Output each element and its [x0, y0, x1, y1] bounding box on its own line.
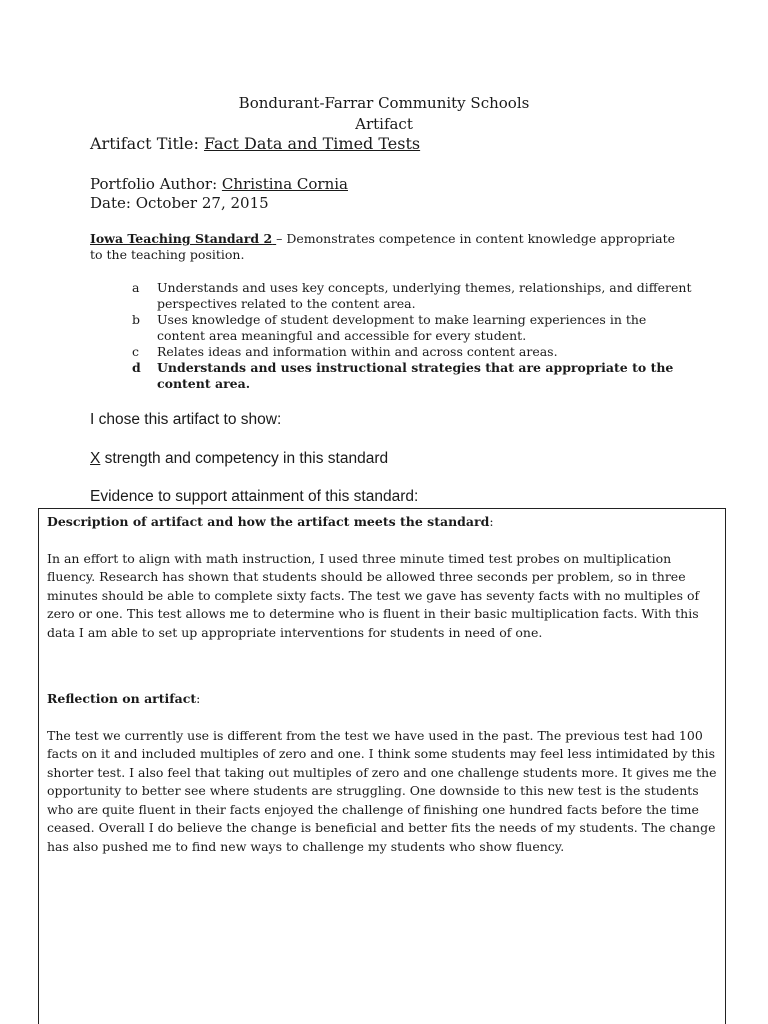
- standard-name: Iowa Teaching Standard 2: [90, 231, 273, 246]
- criteria-item-d: [132, 360, 692, 392]
- criteria-letter: c: [132, 344, 140, 359]
- criteria-item-b: [132, 312, 692, 344]
- criteria-letter: b: [132, 312, 141, 327]
- evidence-heading: Evidence to support attainment of this standard:: [90, 488, 419, 505]
- strength-text: strength and competency in this standard: [100, 450, 389, 467]
- artifact-title-value: Fact Data and Timed Tests: [203, 134, 421, 153]
- criteria-text: Understands and uses key concepts, underlying themes, relationships, and different perspectives related to the content area.: [157, 280, 692, 311]
- standard-description: – Demonstrates competence in content knowledge appropriate to the teaching position.: [90, 231, 675, 262]
- evidence-box: [38, 508, 726, 1024]
- criteria-item-a: [132, 280, 692, 312]
- criteria-letter: a: [132, 280, 140, 295]
- criteria-item-c: [132, 344, 692, 360]
- criteria-list: [132, 280, 692, 392]
- author-name: Christina Cornia: [221, 175, 348, 193]
- organization-name: Bondurant-Farrar Community Schools: [238, 94, 530, 112]
- strength-option: [90, 449, 388, 469]
- selection-mark: X: [90, 450, 101, 467]
- artifact-title: Artifact Title: Fact Data and Timed Tests: [90, 134, 421, 153]
- reflection-heading-line: Reflection on artifact:: [47, 691, 201, 706]
- document-type: Artifact: [355, 115, 413, 133]
- description-heading: Description of artifact and how the artifact meets the standard: [47, 514, 490, 529]
- author-label: Portfolio Author:: [90, 175, 222, 193]
- criteria-text: Understands and uses instructional strategies that are appropriate to the content area.: [157, 360, 674, 391]
- artifact-title-label: Artifact Title: [90, 134, 194, 153]
- portfolio-author: [90, 174, 348, 194]
- description-heading-line: Description of artifact and how the artifact meets the standard:: [47, 514, 494, 529]
- criteria-text: Relates ideas and information within and across content areas.: [157, 344, 558, 359]
- criteria-letter: d: [132, 360, 141, 375]
- description-body: In an effort to align with math instruction, I used three minute timed test probes on multiplication fluency. Research has shown that students should be allowed three seconds per problem, so in three minutes should be able to complete sixty facts. The test we gave has seventy facts with no multiples of zero or one. This test allows me to determine who is fluent in their basic multiplication facts. With this data I am able to set up appropriate interventions for students in need of one.: [47, 550, 700, 640]
- teaching-standard: [90, 231, 690, 263]
- chose-statement: I chose this artifact to show:: [90, 411, 282, 428]
- criteria-text: Uses knowledge of student development to make learning experiences in the content area meaningful and accessible for every student.: [157, 312, 647, 343]
- document-date: Date: October 27, 2015: [90, 194, 269, 212]
- reflection-body: The test we currently use is different from the test we have used in the past. The previous test had 100 facts on it and included multiples of zero and one. I think some students may feel less intimidated by this shorter test. I also feel that taking out multiples of zero and one challenge students more. It gives me the opportunity to better see where students are struggling. One downside to this new test is the students who are quite fluent in their facts enjoyed the challenge of finishing one hundred facts before the time ceased. Overall I do believe the change is beneficial and better fits the needs of my students. The change has also pushed me to find new ways to challenge my students who show fluency.: [47, 727, 717, 854]
- reflection-heading: Reflection on artifact: [47, 691, 197, 706]
